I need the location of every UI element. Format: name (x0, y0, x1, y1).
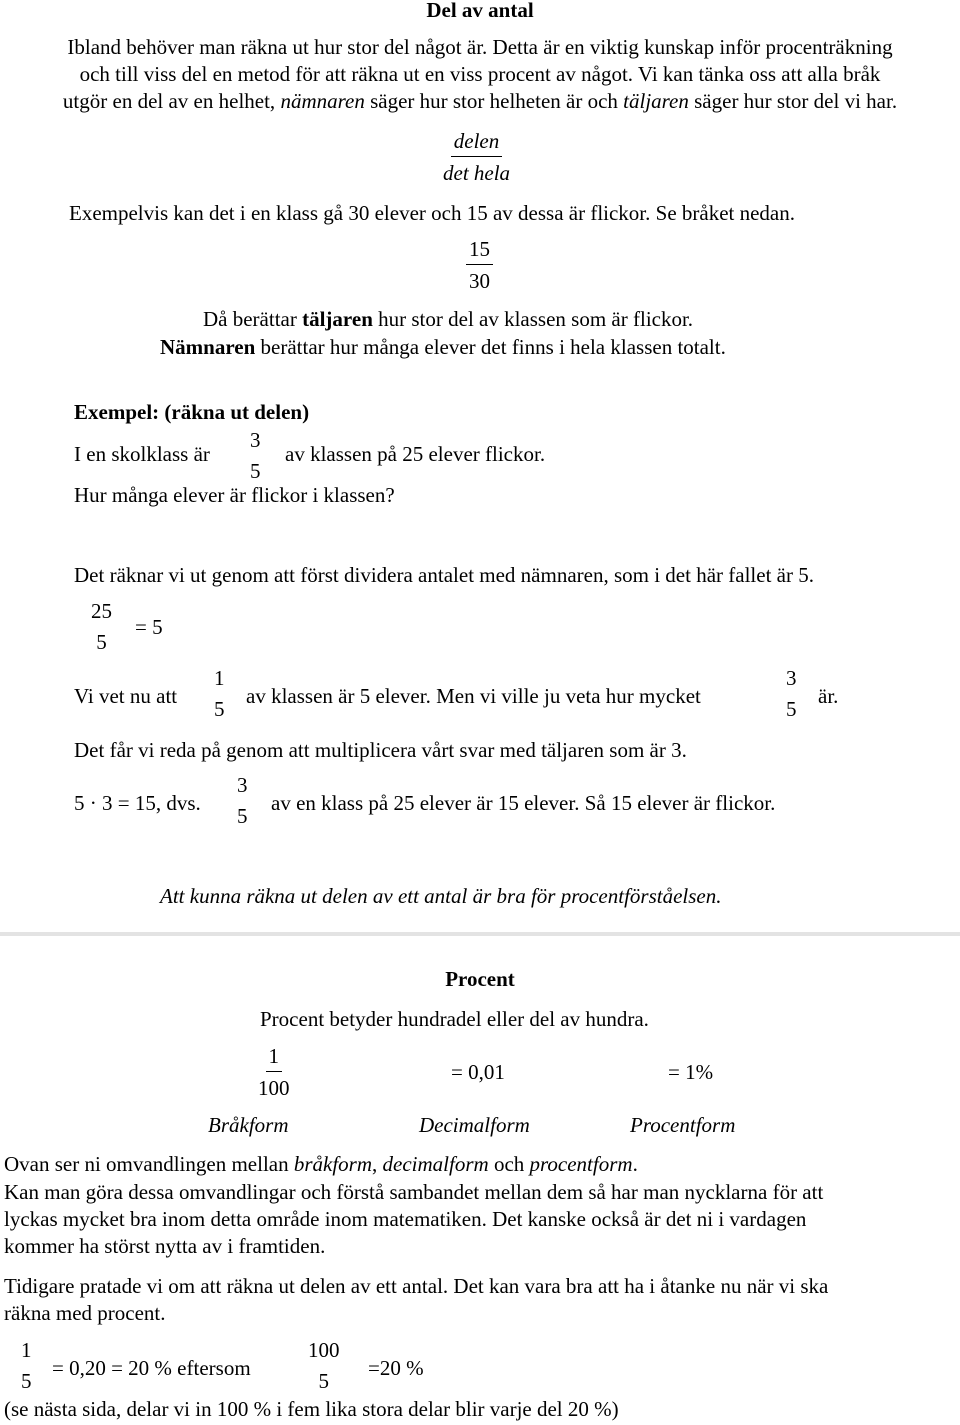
fraction-1-100 (255, 1046, 293, 1099)
label-decimalform: Decimalform (419, 1113, 530, 1137)
fraction-denominator: 5 (96, 630, 107, 654)
fraction-denominator: 5 (21, 1369, 32, 1393)
decimal-value: = 0,01 (451, 1060, 505, 1084)
page-title: Del av antal (426, 0, 534, 22)
fraction-3-5 (247, 430, 264, 482)
fraction-3-5-c (234, 775, 251, 827)
fraction-15-30 (466, 239, 493, 292)
equation-middle: = 0,20 = 20 % eftersom (52, 1356, 251, 1380)
fraction-denominator: 5 (250, 459, 261, 483)
fraction-1-5-b (18, 1340, 35, 1392)
label-brakform: Bråkform (208, 1113, 289, 1137)
explain-line-1: Då berättar täljaren hur stor del av klassen som är flickor. (203, 307, 694, 331)
vi-vet-text-a: Vi vet nu att (74, 684, 178, 708)
fraction-1-5 (211, 668, 228, 720)
equation-end: =20 % (368, 1356, 424, 1380)
procent-para-3-line-1: Tidigare pratade vi om att räkna ut delen av ett antal. Det kan vara bra att ha i åtanke nu när vi ska (4, 1274, 829, 1298)
fraction-25-5 (88, 601, 115, 653)
vi-vet-text-b: av klassen är 5 elever. Men vi ville ju veta hur mycket (246, 684, 701, 708)
fraction-numerator: 1 (21, 1338, 32, 1362)
fraction-denominator: 100 (258, 1076, 290, 1100)
fraction-numerator: 1 (266, 1046, 283, 1072)
example-text: Exempelvis kan det i en klass gå 30 elever och 15 av dessa är flickor. Se bråket nedan. (69, 201, 796, 225)
exempel-line-1-b: av klassen på 25 elever flickor. (285, 442, 546, 466)
procent-para-3-line-2: räkna med procent. (4, 1301, 166, 1325)
intro-line-3: utgör en del av en helhet, nämnaren säger hur stor helheten är och täljaren säger hur stor del vi har. (62, 89, 898, 113)
vi-vet-text-c: är. (818, 684, 839, 708)
term-taljaren: täljaren (623, 89, 689, 113)
det-far-text: Det får vi reda på genom att multiplicera vårt svar med täljaren som är 3. (74, 738, 687, 762)
conclusion: Att kunna räkna ut delen av ett antal är bra för procentförståelsen. (160, 884, 722, 908)
mult-text-b: av en klass på 25 elever är 15 elever. Så 15 elever är flickor. (271, 791, 776, 815)
fraction-numerator: 3 (786, 666, 797, 690)
fraction-denominator: 5 (214, 697, 225, 721)
fraction-numerator: 1 (214, 666, 225, 690)
procent-para-2-line-3: kommer ha störst nytta av i framtiden. (4, 1234, 326, 1258)
fraction-denominator: 5 (318, 1369, 329, 1393)
intro-line-1: Ibland behöver man räkna ut hur stor del något är. Detta är en viktig kunskap inför procenträkning (67, 35, 893, 59)
exempel-line-1-a: I en skolklass är (74, 442, 210, 466)
mult-text-a: 5 · 3 = 15, dvs. (74, 791, 201, 815)
exempel-line-2: Hur många elever är flickor i klassen? (74, 483, 395, 507)
label-procentform: Procentform (630, 1113, 736, 1137)
fraction-numerator: 3 (250, 428, 261, 452)
fraction-numerator: 100 (308, 1338, 340, 1362)
explain-line-2: Nämnaren berättar hur många elever det finns i hela klassen totalt. (160, 335, 726, 359)
fraction-numerator: 25 (91, 599, 112, 623)
procent-heading: Procent (445, 967, 515, 991)
fraction-numerator: 15 (466, 239, 493, 265)
fraction-denominator: det hela (443, 161, 511, 185)
fraction-3-5-b (783, 668, 800, 720)
procent-para-2-line-1: Kan man göra dessa omvandlingar och förstå sambandet mellan dem så har man nycklarna för att (4, 1180, 824, 1204)
fraction-100-5 (305, 1340, 343, 1392)
intro-line-2: och till viss del en metod för att räkna ut en viss procent av något. Vi kan tänka oss att alla bråk (79, 62, 881, 86)
procent-definition: Procent betyder hundradel eller del av hundra. (260, 1007, 649, 1031)
fraction-denominator: 5 (786, 697, 797, 721)
footnote: (se nästa sida, delar vi in 100 % i fem lika stora delar blir varje del 20 %) (4, 1397, 619, 1421)
fraction-numerator: delen (451, 131, 502, 157)
percent-value: = 1% (668, 1060, 714, 1084)
fraction-numerator: 3 (237, 773, 248, 797)
term-namnaren: nämnaren (280, 89, 365, 113)
exempel-heading: Exempel: (räkna ut delen) (74, 400, 310, 424)
fraction-denominator: 5 (237, 804, 248, 828)
calc-result: = 5 (135, 615, 163, 639)
section-divider (0, 932, 960, 936)
fraction-denominator: 30 (469, 269, 490, 293)
procent-para-2-line-2: lyckas mycket bra inom detta område inom matematiken. Det kanske också är det ni i vardagen (4, 1207, 807, 1231)
procent-para-1: Ovan ser ni omvandlingen mellan bråkform, decimalform och procentform. (4, 1152, 638, 1176)
solution-intro: Det räknar vi ut genom att först dividera antalet med nämnaren, som i det här fallet är 5. (74, 563, 814, 587)
fraction-delen-det-hela (440, 131, 513, 184)
